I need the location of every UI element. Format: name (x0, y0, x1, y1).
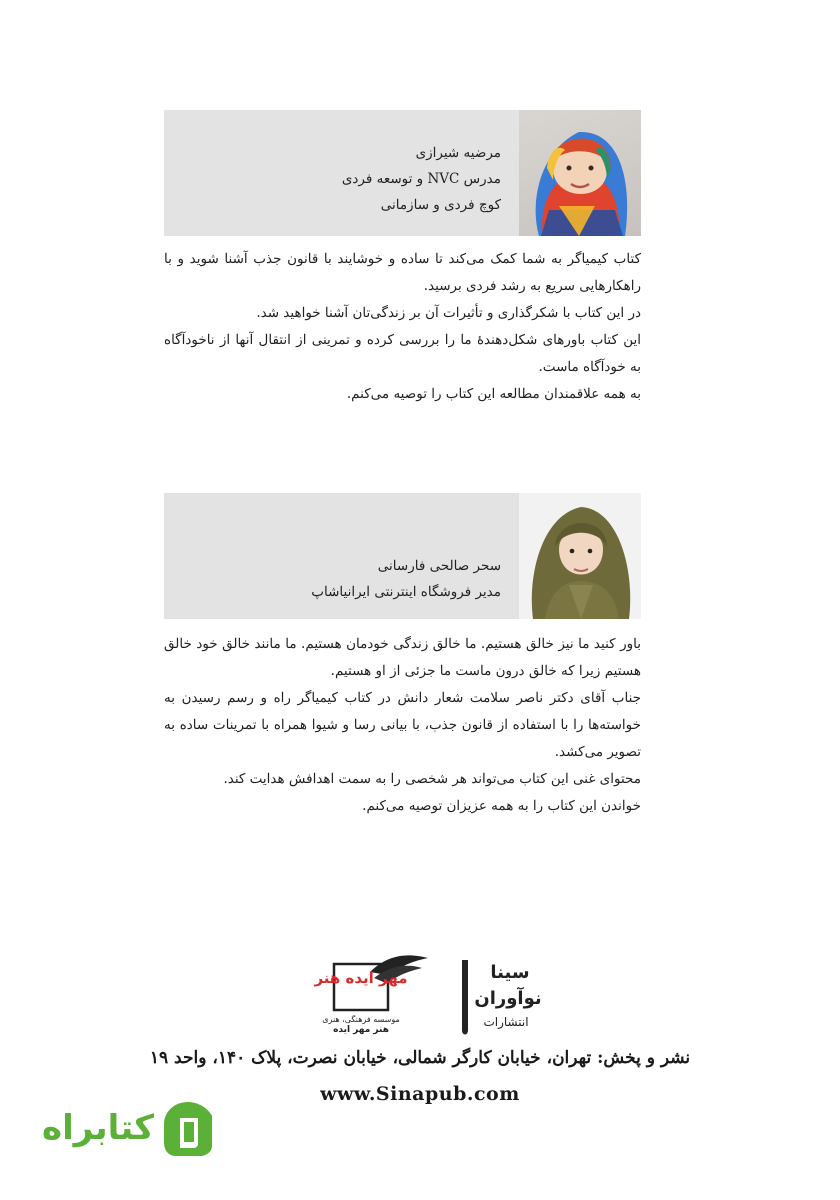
review-1-paragraph: در این کتاب با شکرگذاری و تأثیرات آن بر زندگی‌تان آشنا خواهید شد. (256, 305, 641, 321)
reviewer-role-2: مدیر فروشگاه اینترنتی ایرانیاشاپ (311, 584, 501, 600)
reviewer-info-2 (311, 553, 501, 605)
reviewer-name-1: مرضیه شیرازی (415, 145, 501, 161)
sina-line3: انتشارات (483, 1015, 529, 1029)
mehr-sub2: هنر مهر ایده (333, 1025, 389, 1035)
reviewer-card-2 (164, 493, 641, 619)
sina-line2: نوآوران (474, 988, 542, 1009)
ketabrah-book-icon (158, 1098, 218, 1158)
review-2-paragraph: محتوای غنی این کتاب می‌تواند هر شخصی را به سمت اهدافش هدایت کند. (223, 771, 641, 787)
review-text-2 (164, 631, 641, 820)
review-2-paragraph: خواندن این کتاب را به همه عزیزان توصیه می‌کنم. (362, 798, 641, 814)
review-2-paragraph: جناب آقای دکتر ناصر سلامت شعار دانش در کتاب کیمیاگر راه و رسم رسیدن به خواسته‌ها را با استفاده از قانون جذب، با بیانی رسا و شیوا همراه با تمرینات ساده به تصویر می‌کشد. (164, 690, 641, 760)
review-1-paragraph: به همه علاقمندان مطالعه این کتاب را توصیه می‌کنم. (346, 386, 641, 402)
review-1-paragraph: کتاب کیمیاگر به شما کمک می‌کند تا ساده و خوشایند با قانون جذب آشنا شوید و با راهکارهایی سریع به رشد فردی برسید. (164, 251, 641, 294)
ketabrah-text: کتابراه (42, 1108, 155, 1148)
reviewer-card-1 (164, 110, 641, 236)
reviewer-role-1b: کوچ فردی و سازمانی (380, 197, 501, 213)
publisher-website: www.Sinapub.com (320, 1083, 520, 1105)
review-2-paragraph: باور کنید ما نیز خالق هستیم. ما خالق زندگی خودمان هستیم. ما مانند خالق خود خالق هستیم زیرا که خالق درون ماست ما جزئی از او هستیم. (164, 636, 641, 679)
reviewer-info-1 (342, 140, 501, 218)
mehr-sub1: موسسه فرهنگی، هنری (322, 1015, 400, 1024)
sina-line1: سینا (490, 962, 530, 983)
sina-noavaran-logo (462, 960, 542, 1035)
review-text-1 (164, 246, 641, 408)
review-1-paragraph: این کتاب باورهای شکل‌دهندهٔ ما را بررسی کرده و تمرینی از انتقال آنها از ناخودآگاه به خودآگاه ماست. (164, 332, 641, 375)
reviewer-name-2: سحر صالحی فارسانی (377, 558, 501, 574)
reviewer-photo-2 (519, 493, 641, 619)
reviewer-photo-1 (519, 110, 641, 236)
publisher-address: نشر و پخش: تهران، خیابان کارگر شمالی، خیابان نصرت، پلاک ۱۴۰، واحد ۱۹ (149, 1048, 691, 1068)
mehr-ideh-logo (313, 955, 428, 1035)
mehr-title: مهر ایده هنر (314, 969, 408, 987)
ketabrah-watermark (42, 1096, 212, 1160)
publisher-logos (314, 950, 542, 1040)
reviewer-role-1a: مدرس NVC و توسعه فردی (341, 171, 501, 187)
